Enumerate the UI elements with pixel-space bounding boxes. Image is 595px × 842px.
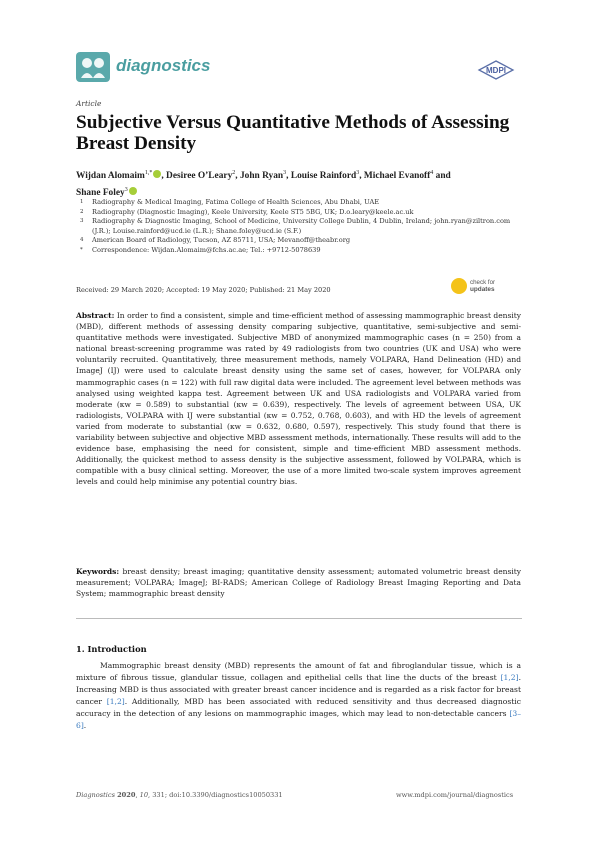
affiliation-text: American Board of Radiology, Tucson, AZ 85711, USA; Mevanoff@theabr.org — [92, 236, 351, 245]
footer-journal: Diagnostics — [76, 791, 115, 799]
affiliations — [76, 198, 526, 256]
introduction-paragraph — [76, 660, 521, 733]
section-divider — [76, 618, 522, 619]
author-sup: 3 — [124, 187, 128, 194]
author-sup: 3 — [356, 170, 360, 176]
footer-citation — [76, 791, 283, 799]
affiliation-text: Radiography & Diagnostic Imaging, School of Medicine, University College Dublin, 4 Dublin, Ireland; john.ryan@ziltron.com (J.R.); Louise.rainford@ucd.ie (L.R.); Shane.foley@ucd.ie (S.F.) — [92, 217, 511, 235]
body-text: . Increasing MBD is thus associated with greater breast cancer incidence and is regarded as a risk factor for breast cancer — [76, 673, 521, 707]
affiliation-item — [76, 246, 526, 256]
author-list — [76, 166, 531, 200]
mdpi-logo-text: MDPI — [486, 66, 506, 75]
author-name[interactable]: , Louise Rainford — [286, 171, 357, 182]
footer-volume: 10 — [139, 791, 149, 799]
author-name[interactable]: , Desiree O’Leary — [161, 171, 233, 182]
affiliation-text: Correspondence: Wijdan.Alomaim@fchs.ac.ae; Tel.: +9712-5078639 — [92, 245, 321, 254]
section-heading: 1. Introduction — [76, 644, 147, 654]
author-conjunction: and — [433, 171, 451, 182]
author-name[interactable]: Shane Foley — [76, 188, 125, 199]
paper-title: Subjective Versus Quantitative Methods of Assessing Breast Density — [76, 112, 510, 154]
journal-logo-icon — [76, 52, 110, 82]
abstract-label: Abstract: — [76, 311, 115, 320]
author-sup: 1,* — [144, 170, 153, 176]
author-name[interactable]: Wijdan Alomaim — [76, 171, 145, 182]
keywords-text: breast density; breast imaging; quantitative density assessment; automated volumetric breast density measurement; VOLPARA; ImageJ; BI-RADS; American College of Radiology Breast Imaging Reporting and Data System; mammographic breast density — [76, 567, 521, 599]
affiliation-number: 2 — [80, 208, 84, 215]
author-sup: 4 — [430, 170, 434, 176]
article-type: Article — [76, 99, 102, 108]
affiliation-item — [76, 217, 526, 236]
body-text: Mammographic breast density (MBD) represents the amount of fat and fibroglandular tissue, which is a mixture of fibrous tissue, glandular tissue, collagen and epithelial cells that line the ducts of the breast — [76, 661, 521, 683]
body-text: . — [83, 721, 87, 731]
keywords — [76, 566, 521, 599]
abstract-text: In order to find a consistent, simple and time-efficient method of assessing mammographic breast density (MBD), different methods of assessing density comparing subjective, quantitative, semi-subjective and semi-quantitative methods were investigated. Subjective MBD of anonymized mammographic cases (n = 250) from a national breast-screening programme was rated by 49 radiologists from two countries (UK and USA) who were voluntarily recruited. Quantitatively, three measurement methods, namely VOLPARA, Hand Delineation (HD) and ImageJ (IJ) were used to calculate breast density using the same set of cases, however, for VOLPARA only mammographic cases (n = 122) with full raw digital data were included. The agreement level between methods was analysed using weighted kappa test. Agreement between UK and USA radiologists and VOLPARA varied from moderate (κw = 0.589) to substantial (κw = 0.639), respectively. The levels of agreement between USA, UK radiologists, VOLPARA with IJ were substantial (κw = 0.752, 0.768, 0.603), and with HD the levels of agreement varied from moderate to substantial (κw = 0.632, 0.680, 0.597), respectively. This study found that there is variability between subjective and objective MBD assessment methods, internationally. These results will add to the evidence base, emphasising the need for consistent, simple and time-efficient MBD assessment methods. Additionally, the quickest method to assess density is the subjective assessment, followed by VOLPARA, which is compatible with a busy clinical setting. Moreover, the use of a more limited two-scale system improves agreement levels and could help minimise any potential country bias. — [76, 311, 521, 487]
affiliation-item — [76, 198, 526, 208]
affiliation-item — [76, 208, 526, 218]
citation-link[interactable]: [3–6] — [76, 709, 521, 731]
citation-link[interactable]: [1,2] — [500, 673, 519, 683]
affiliation-number: 3 — [80, 218, 84, 225]
mdpi-logo-icon[interactable] — [477, 60, 515, 80]
citation-link[interactable]: [1,2] — [106, 697, 125, 707]
author-name[interactable]: , Michael Evanoff — [359, 171, 431, 182]
keywords-label: Keywords: — [76, 567, 120, 576]
affiliation-text: Radiography & Medical Imaging, Fatima College of Health Sciences, Abu Dhabi, UAE — [92, 198, 380, 206]
footer-url[interactable]: www.mdpi.com/journal/diagnostics — [396, 791, 514, 799]
author-name[interactable]: , John Ryan — [235, 171, 284, 182]
check-badge-line1: check for — [470, 279, 496, 286]
footer-year: 2020 — [117, 791, 136, 799]
orcid-icon[interactable] — [129, 187, 137, 195]
affiliation-number: 1 — [80, 199, 84, 205]
check-for-updates-badge[interactable] — [451, 276, 521, 296]
footer-doi: , 331; doi:10.3390/diagnostics10050331 — [148, 791, 283, 799]
author-sup: 3 — [283, 170, 287, 176]
publication-dates: Received: 29 March 2020; Accepted: 19 May 2020; Published: 21 May 2020 — [76, 286, 331, 294]
abstract — [76, 310, 521, 488]
check-badge-line2: updates — [470, 286, 495, 293]
journal-name[interactable]: diagnostics — [116, 56, 211, 75]
affiliation-text: Radiography (Diagnostic Imaging), Keele University, Keele ST5 5BG, UK; D.o.leary@keele.ac.uk — [92, 207, 414, 216]
author-sup: 2 — [232, 170, 236, 176]
body-text: . Additionally, MBD has been associated with reduced sensitivity and thus decreased diagnostic accuracy in the detection of any lesions on mammographic images, which may lead to non-detectable cancers — [76, 697, 521, 719]
affiliation-item — [76, 236, 526, 246]
footer-sep: , — [135, 791, 140, 799]
affiliation-number: * — [80, 246, 83, 253]
affiliation-number: 4 — [80, 237, 84, 244]
check-updates-icon — [451, 278, 467, 294]
